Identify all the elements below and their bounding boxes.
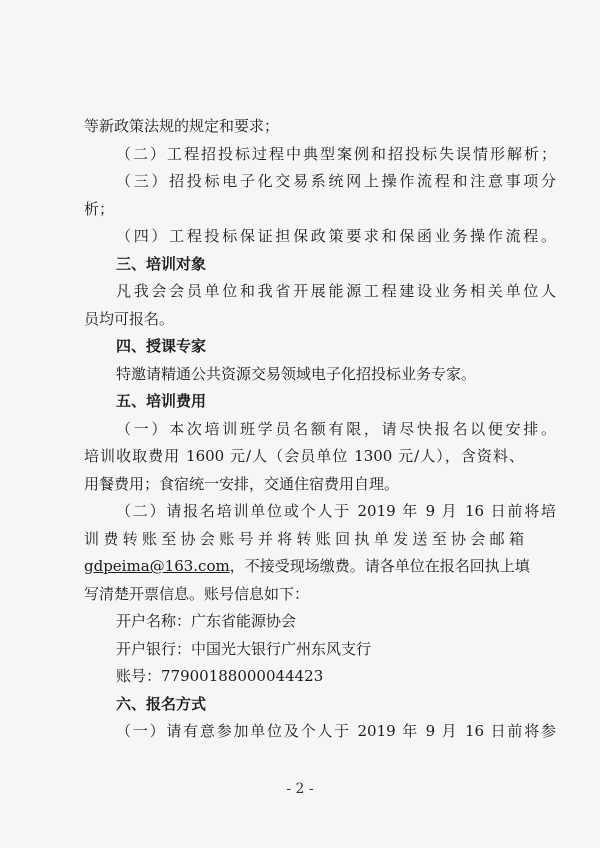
paragraph-line: 用餐费用；食宿统一安排，交通住宿费用自理。 — [84, 474, 400, 493]
paragraph-line: （一）本次培训班学员名额有限，请尽快报名以便安排。 — [116, 419, 556, 438]
paragraph-line: （二）请报名培训单位或个人于 2019 年 9 月 16 日前将培 — [116, 502, 556, 520]
section-heading: 六、报名方式 — [116, 694, 207, 713]
paragraph-line: 特邀请精通公共资源交易领域电子化招投标业务专家。 — [116, 364, 477, 383]
paragraph-line: 写清楚开票信息。账号信息如下： — [84, 584, 310, 603]
paragraph-line: （二）工程招投标过程中典型案例和招投标失误情形解析； — [116, 144, 556, 163]
page-number: - 2 - — [286, 780, 314, 797]
paragraph-text: ，不接受现场缴费。请各单位在报名回执上填 — [229, 557, 530, 575]
paragraph-line: 训费转账至协会账号并将转账回执单发送至协会邮箱 — [84, 529, 524, 548]
paragraph-line — [84, 556, 530, 576]
paragraph-line: 员均可报名。 — [84, 309, 175, 328]
paragraph-line: 析； — [84, 199, 115, 218]
account-number-line: 账号：77900188000044423 — [116, 667, 324, 685]
paragraph-line: 培训收取费用 1600 元/人（会员单位 1300 元/人），含资料、 — [84, 447, 524, 465]
paragraph-line: 等新政策法规的规定和要求； — [84, 117, 280, 135]
paragraph-line: 凡我会会员单位和我省开展能源工程建设业务相关单位人 — [116, 282, 556, 300]
account-name-line: 开户名称：广东省能源协会 — [116, 612, 297, 630]
paragraph-line: （三）招投标电子化交易系统网上操作流程和注意事项分 — [116, 172, 556, 190]
paragraph-line: （一）请有意参加单位及个人于 2019 年 9 月 16 日前将参 — [116, 722, 556, 740]
section-heading: 三、培训对象 — [116, 254, 207, 273]
account-bank-line: 开户银行：中国光大银行广州东风支行 — [116, 639, 372, 658]
paragraph-line: （四）工程投标保证担保政策要求和保函业务操作流程。 — [116, 227, 556, 245]
section-heading: 五、培训费用 — [116, 392, 207, 410]
section-heading: 四、授课专家 — [116, 337, 207, 355]
email-link[interactable]: gdpeima@163.com — [84, 557, 230, 575]
